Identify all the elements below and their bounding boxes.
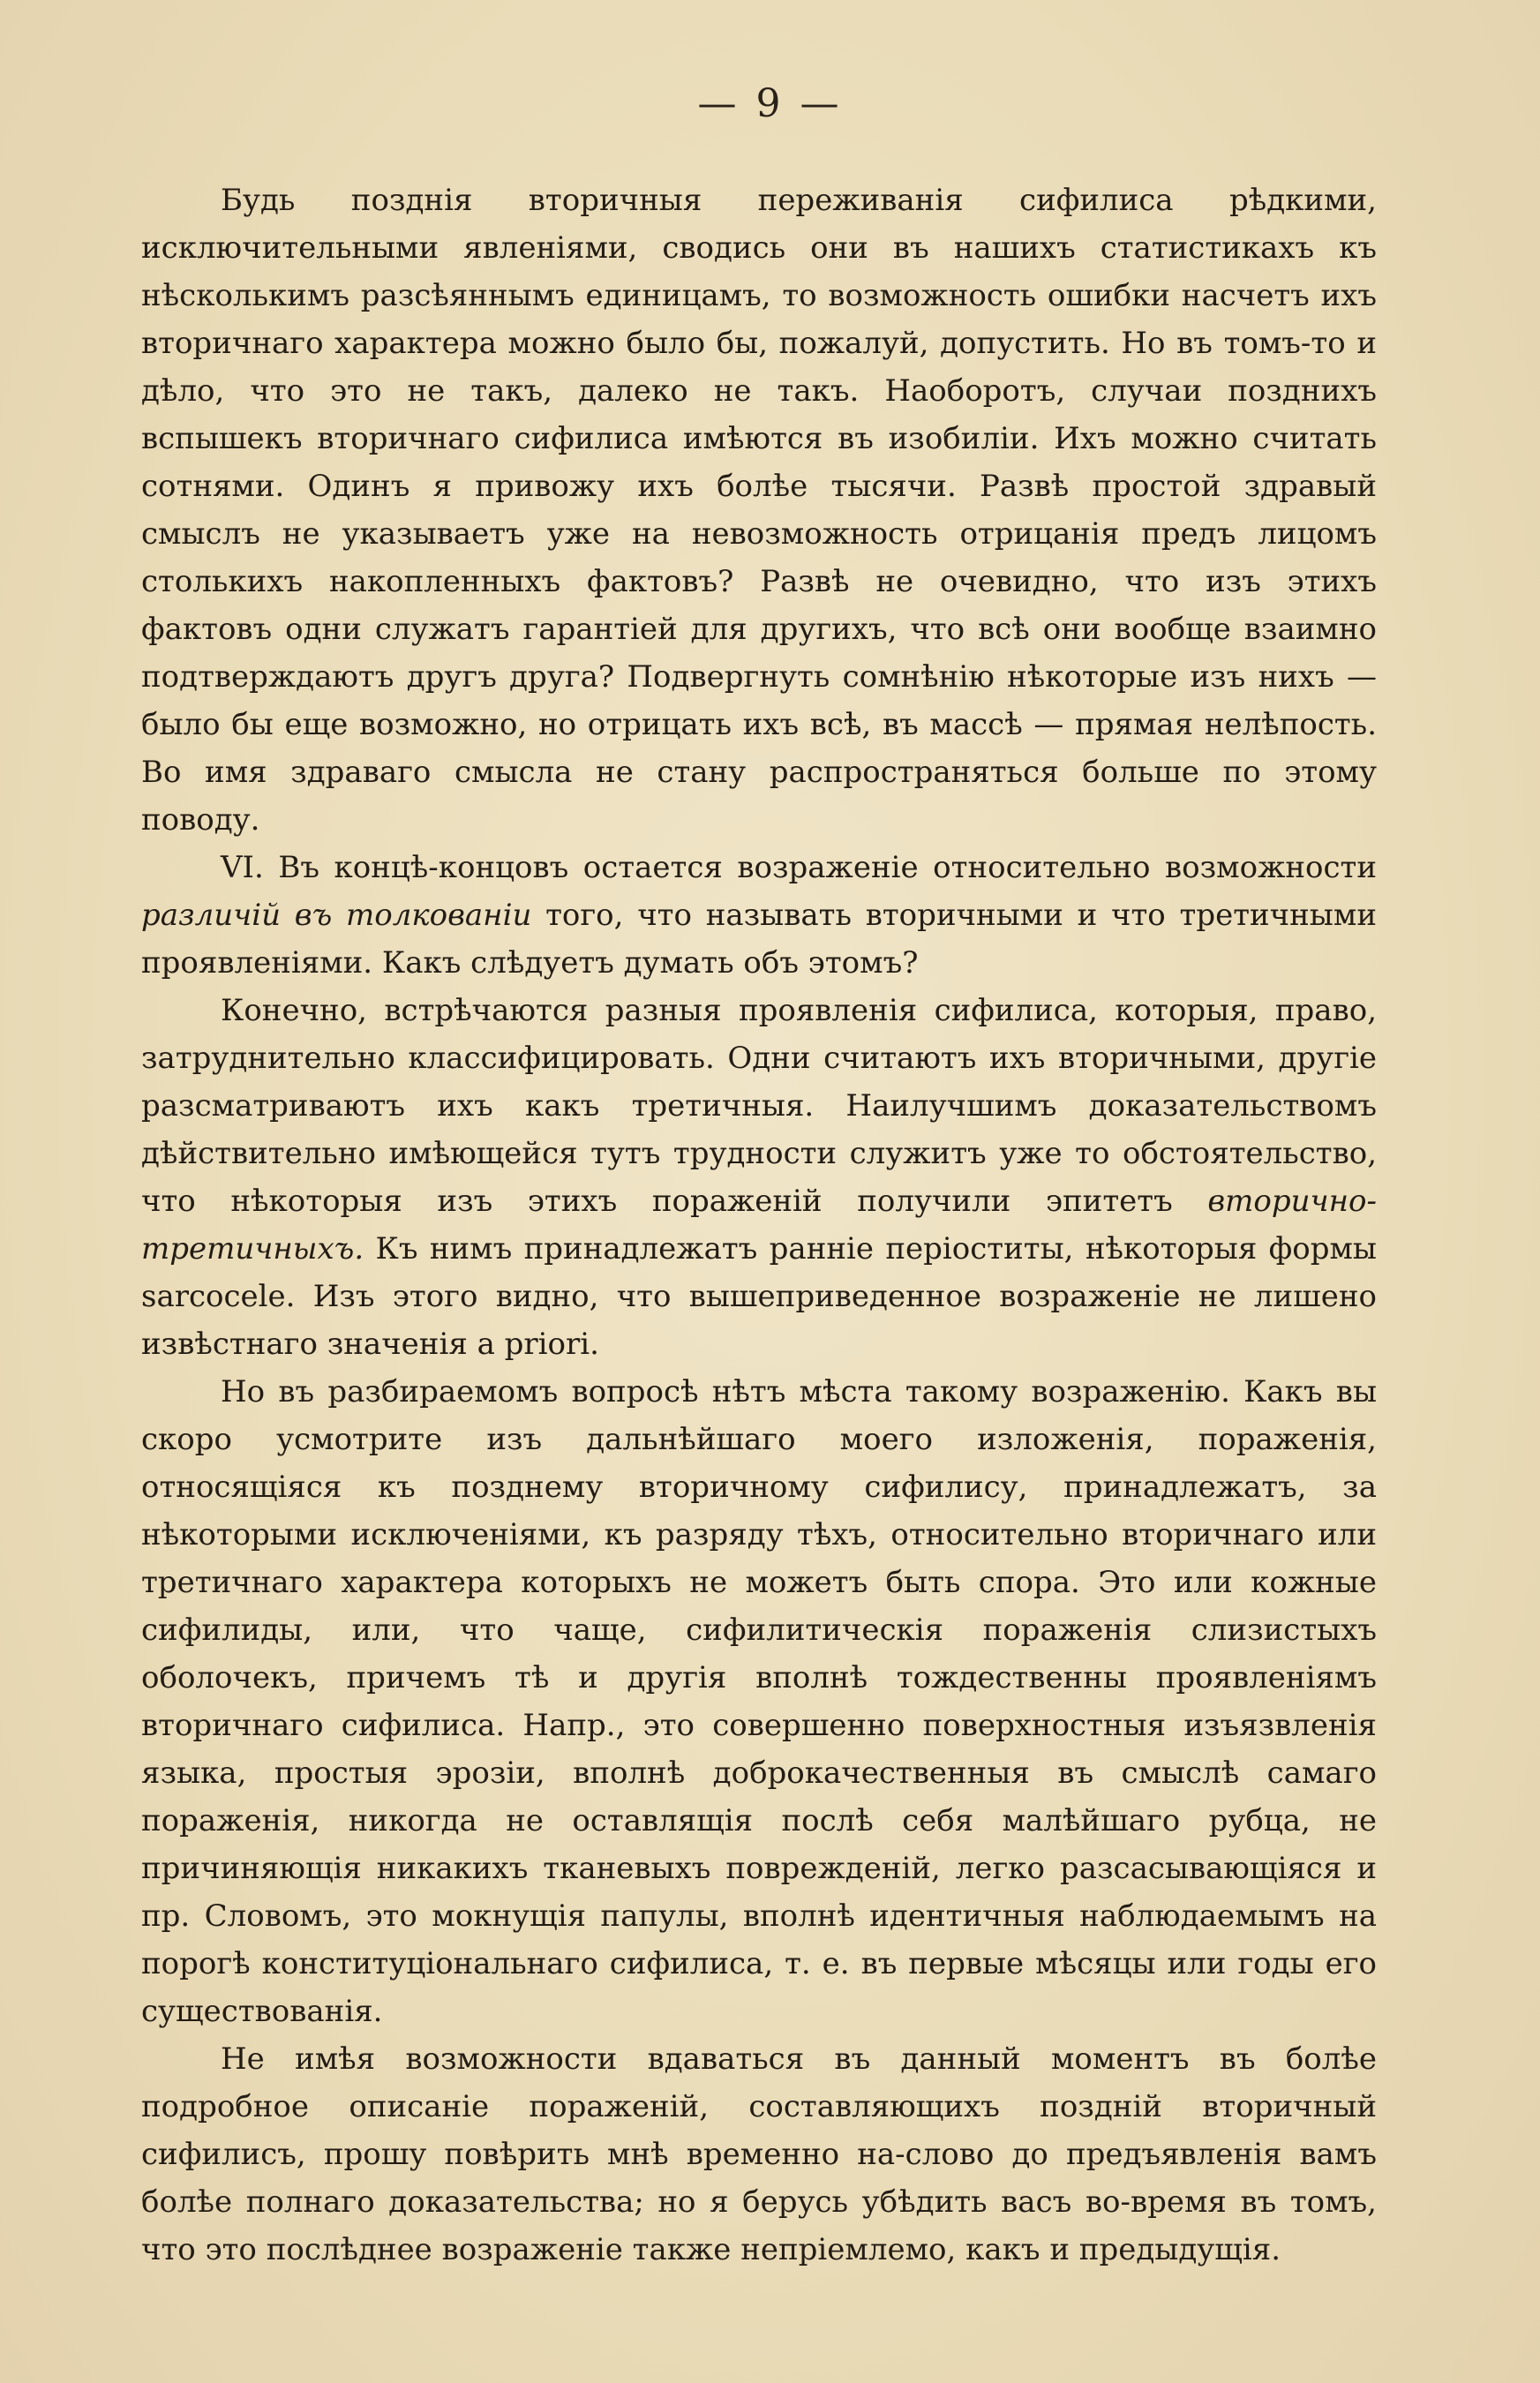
paragraph-2: [141, 844, 1377, 987]
paragraph-4: Но въ разбираемомъ вопросѣ нѣтъ мѣста такому возраженію. Какъ вы скоро усмотрите изъ дальнѣйшаго моего изложенія, пораженія, относящіяся къ позднему вторичному сифилису, принадлежатъ, за нѣкоторыми исключеніями, къ разряду тѣхъ, относительно вторичнаго или третичнаго характера которыхъ не можетъ быть спора. Это или кожные сифилиды, или, что чаще, сифилитическія пораженія слизистыхъ оболочекъ, причемъ тѣ и другія вполнѣ тождественны проявленіямъ вторичнаго сифилиса. Напр., это совершенно поверхностныя изъязвленія языка, простыя эрозіи, вполнѣ доброкачественныя въ смыслѣ самаго пораженія, никогда не оставлящія послѣ себя малѣйшаго рубца, не причиняющія никакихъ тканевыхъ поврежденій, легко разсасывающіяся и пр. Словомъ, это мокнущія папулы, вполнѣ идентичныя наблюдаемымъ на порогѣ конституціональнаго сифилиса, т. е. въ первые мѣсяцы или годы его существованія.: [141, 1374, 1377, 2029]
paragraph-3-emphasis: вторично-третичныхъ.: [141, 1184, 1377, 1267]
body-text: [141, 177, 1377, 2274]
paragraph-2-text-end: того, что называть вторичными и что третичными проявленіями. Какъ слѣдуетъ думать объ этомъ?: [141, 898, 1377, 981]
paragraph-1: Будь позднія вторичныя переживанія сифилиса рѣдкими, исключительными явленіями, сводись они въ нашихъ статистикахъ къ нѣсколькимъ разсѣяннымъ единицамъ, то возможность ошибки насчетъ ихъ вторичнаго характера можно было бы, пожалуй, допустить. Но въ томъ-то и дѣло, что это не такъ, далеко не такъ. Наоборотъ, случаи позднихъ вспышекъ вторичнаго сифилиса имѣются въ изобиліи. Ихъ можно считать сотнями. Одинъ я привожу ихъ болѣе тысячи. Развѣ простой здравый смыслъ не указываетъ уже на невозможность отрицанія предъ лицомъ столькихъ накопленныхъ фактовъ? Развѣ не очевидно, что изъ этихъ фактовъ одни служатъ гарантіей для другихъ, что всѣ они вообще взаимно подтверждаютъ другъ друга? Подвергнуть сомнѣнію нѣкоторые изъ нихъ — было бы еще возможно, но отрицать ихъ всѣ, въ массѣ — прямая нелѣпость. Во имя здраваго смысла не стану распространяться больше по этому поводу.: [141, 183, 1377, 838]
page-number: — 9 —: [697, 81, 843, 126]
paragraph-3: [141, 987, 1377, 1368]
paragraph-2-text-start: VI. Въ концѣ-концовъ остается возраженіе относительно возможности: [221, 850, 1377, 885]
paragraph-5: Не имѣя возможности вдаваться въ данный моментъ въ болѣе подробное описаніе пораженій, составляющихъ поздній вторичный сифилисъ, прошу повѣрить мнѣ временно на-слово до предъявленія вамъ болѣе полнаго доказательства; но я берусь убѣдить васъ во-время въ томъ, что это послѣднее возраженіе также непріемлемо, какъ и предыдущія.: [141, 2041, 1377, 2267]
paragraph-3-text-end: Къ нимъ принадлежатъ ранніе періоститы, нѣкоторыя формы sarcocele. Изъ этого видно, что вышеприведенное возраженіе не лишено извѣстнаго значенія a priori.: [141, 1231, 1377, 1362]
paragraph-3-text-start: Конечно, встрѣчаются разныя проявленія сифилиса, которыя, право, затруднительно классифицировать. Одни считаютъ ихъ вторичными, другіе разсматриваютъ ихъ какъ третичныя. Наилучшимъ доказательствомъ дѣйствительно имѣющейся тутъ трудности служитъ уже то обстоятельство, что нѣкоторыя изъ этихъ пораженій получили эпитетъ: [141, 993, 1377, 1219]
paragraph-2-emphasis: различій въ толкованіи: [141, 898, 532, 933]
